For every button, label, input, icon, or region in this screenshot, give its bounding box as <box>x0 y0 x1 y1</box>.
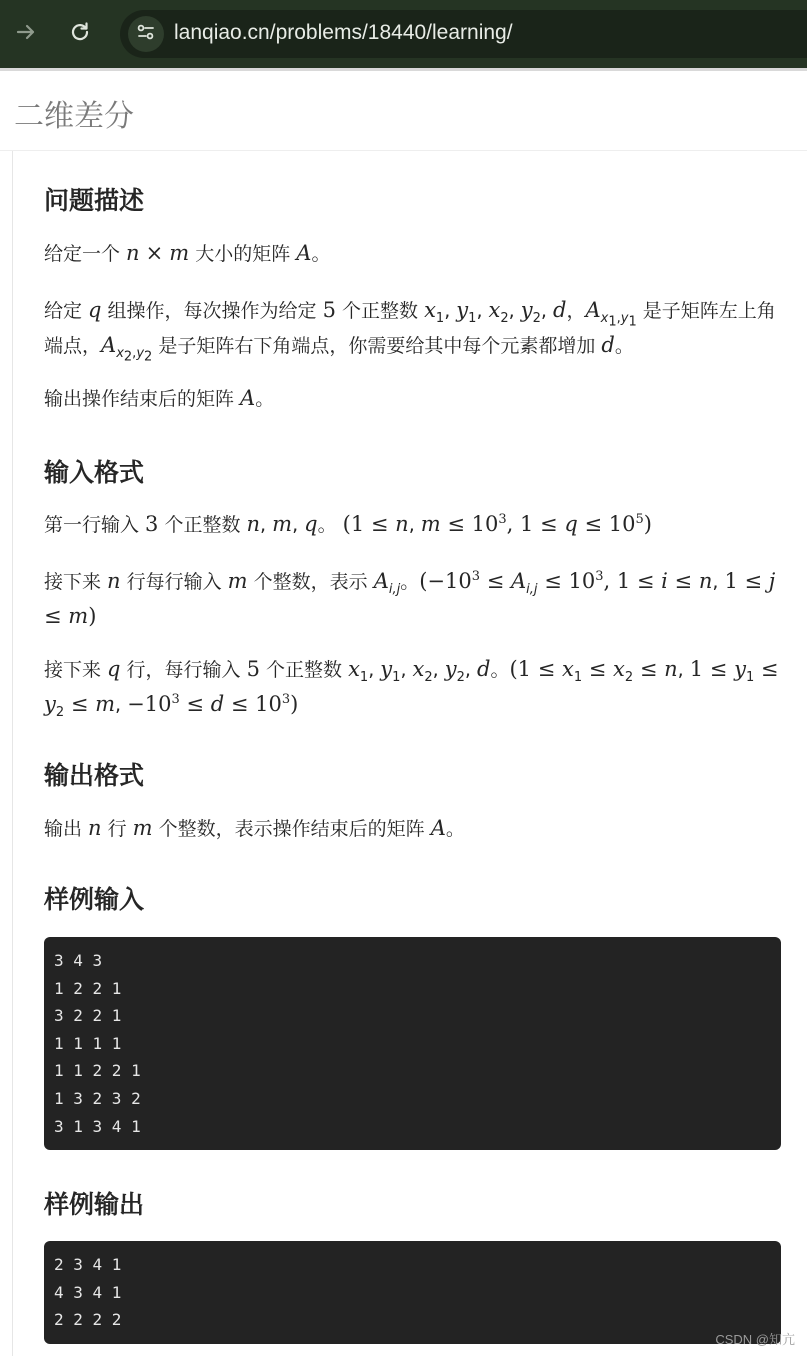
problem-paragraph-2: 给定 q 组操作，每次操作为给定 5 个正整数 $x_1$, $y_1$, $x_2$, $y_2$, d，$A_{x_1,y_1}$ 是子矩阵左上角端点，$A_{x_2,y_2}$ 是子矩阵右下角端点，你需要给其中每个元素都增加 d。 <box>44 298 776 365</box>
code-line: 2 3 4 1 <box>54 1255 122 1274</box>
forward-arrow-icon <box>15 21 37 47</box>
problem-paragraph-1: 给定一个 n × m 大小的矩阵 A。 <box>44 241 331 265</box>
site-info-button[interactable] <box>128 16 164 52</box>
page-header <box>0 71 807 151</box>
site-info-icon <box>135 21 157 47</box>
content-left-border <box>12 151 13 1356</box>
code-line: 4 3 4 1 <box>54 1282 122 1302</box>
watermark: CSDN @知亢 <box>715 1332 795 1347</box>
code-line: 1 1 1 1 <box>54 1033 122 1053</box>
output-format-heading: 输出格式 <box>44 761 145 790</box>
input-paragraph-2: 接下来 n 行每行输入 m 个整数，表示 $A_{i,j}$。($-10^3 \le A_{i,j} \le 10^3$, 1 ≤ i ≤ n, 1 ≤ j ≤ m) <box>44 569 776 628</box>
url-text[interactable]: lanqiao.cn/problems/18440/learning/ <box>174 21 513 44</box>
input-paragraph-1: 第一行输入 3 个正整数 n, m, q。 (1 ≤ n, $m \le 10^3$, $1 \le q \le 10^5$) <box>44 512 652 536</box>
code-line: 3 4 3 <box>54 951 103 970</box>
input-paragraph-3: 接下来 q 行，每行输入 5 个正整数 $x_1$, $y_1$, $x_2$, $y_2$, d。($1 \le x_1 \le x_2 \le n$, $1 \le y_1 \le y_2 \le m$, $-10^3 \le d \le 10^3$) <box>44 657 779 720</box>
reload-button[interactable] <box>62 14 98 54</box>
code-line: 2 2 2 2 <box>54 1310 122 1330</box>
forward-button[interactable] <box>8 14 44 54</box>
reload-icon <box>69 21 91 47</box>
browser-toolbar <box>0 0 807 68</box>
code-line: 1 3 2 3 2 <box>54 1088 141 1108</box>
page-title: 二维差分 <box>14 100 134 133</box>
code-line: 3 1 3 4 1 <box>54 1116 141 1136</box>
problem-heading: 问题描述 <box>44 186 145 215</box>
code-line: 1 2 2 1 <box>54 978 122 998</box>
input-format-heading: 输入格式 <box>44 458 145 487</box>
sample-input-heading: 样例输入 <box>44 885 145 914</box>
sample-output-heading: 样例输出 <box>44 1190 145 1219</box>
code-line: 3 2 2 1 <box>54 1006 122 1026</box>
sample-output-code[interactable] <box>44 1241 781 1344</box>
output-paragraph-1: 输出 n 行 m 个整数，表示操作结束后的矩阵 A。 <box>44 816 465 840</box>
code-line: 1 1 2 2 1 <box>54 1061 141 1081</box>
problem-paragraph-3: 输出操作结束后的矩阵 A。 <box>44 386 275 410</box>
address-bar[interactable] <box>120 10 807 58</box>
sample-input-code[interactable] <box>44 937 781 1150</box>
